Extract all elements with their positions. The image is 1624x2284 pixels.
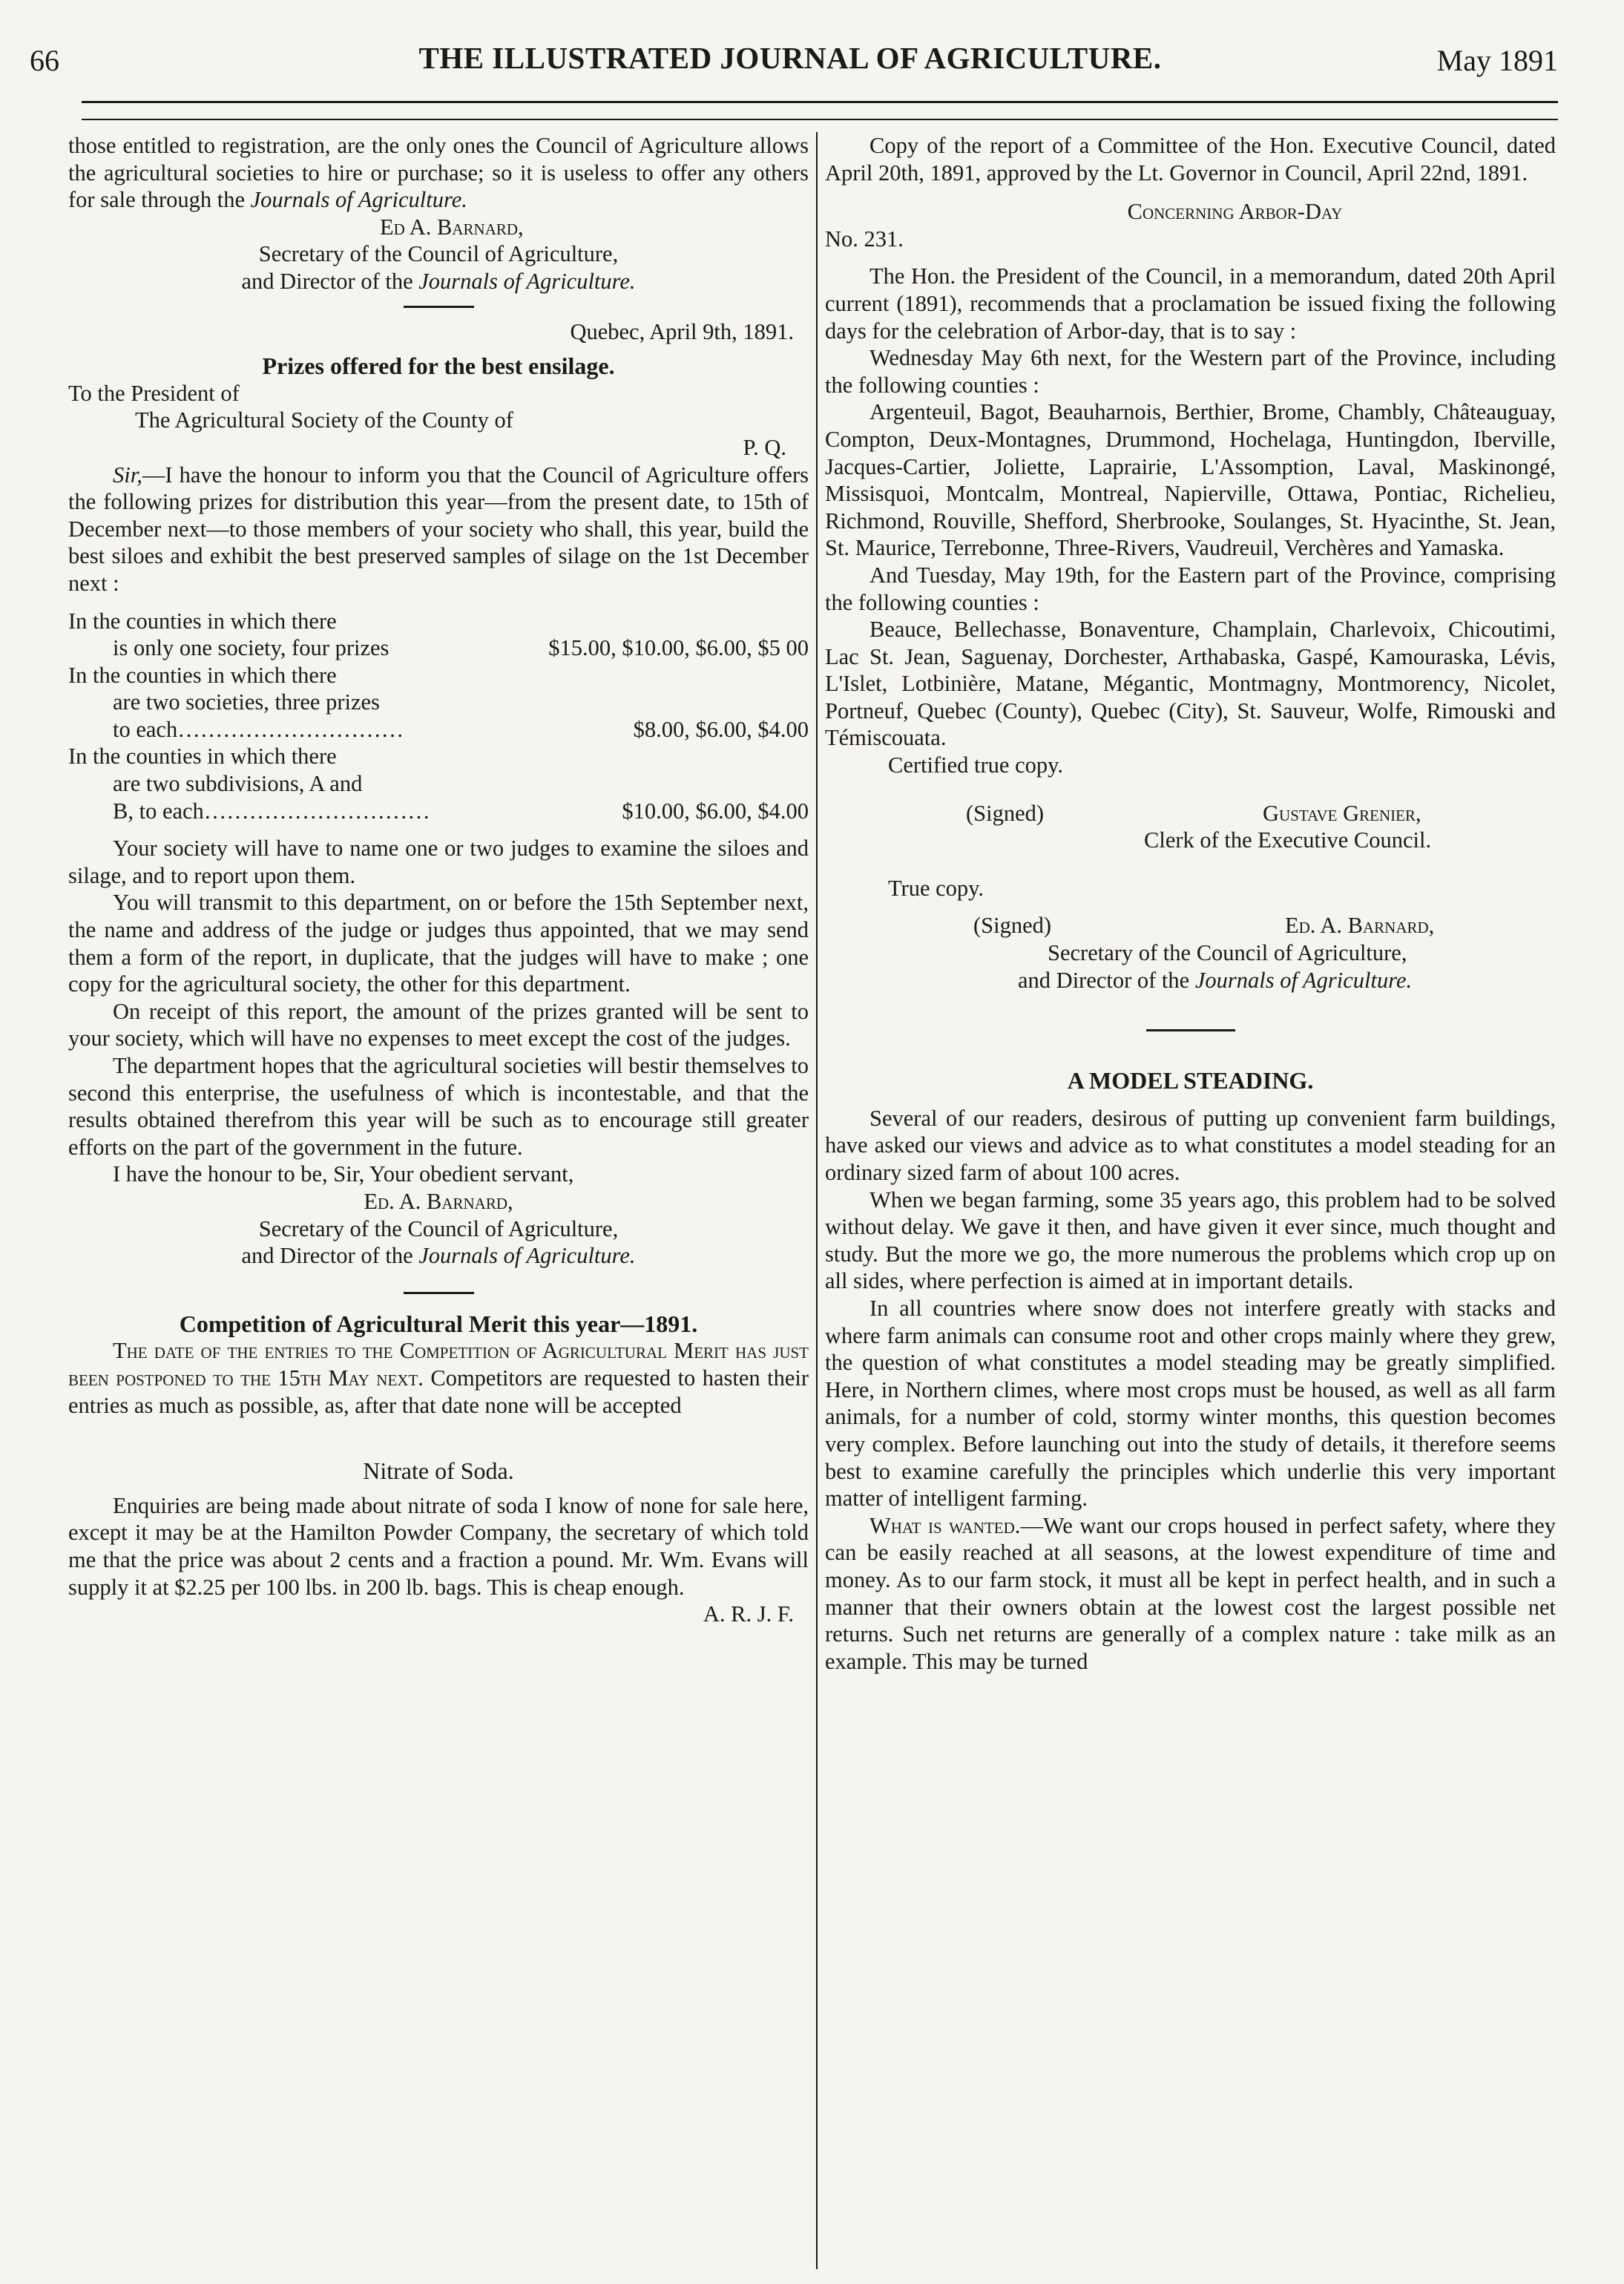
prize-row [68, 608, 809, 662]
prize-condition: In the counties in which there [68, 608, 337, 634]
nitrate-text: Enquiries are being made about nitrate of soda I know of none for sale here, except it may be at the Hamilton Powder Company, the secretary of which told me that the price was about 2 cents and a fraction a pound. Mr. Wm. Evans will supply it at $2.25 per 100 lbs. in 200 lb. bags. This is cheap enough. [68, 1492, 809, 1600]
signer-journals: Journals of Agriculture. [1194, 967, 1413, 993]
what-is-wanted: What is wanted. [869, 1512, 1021, 1538]
issue-date: May 1891 [1436, 44, 1558, 77]
certified-copy: Certified true copy. [888, 752, 1064, 778]
dateline: Quebec, April 9th, 1891. [570, 318, 794, 344]
letter-paragraph-5: The department hopes that the agricultural societies will bestir themselves to second this enterprise, the usefulness of which is incontestable, and that the results obtained therefrom this year will be such as to encourage still greater efforts on the part of the government in the future. [68, 1053, 809, 1160]
prize-condition-each: to each………………………… [113, 716, 404, 742]
address-line: To the President of [68, 380, 240, 406]
letter-paragraph-4: On receipt of this report, the amount of the prizes granted will be sent to your society, which will have no expenses to meet except the cost of the judges. [68, 998, 809, 1051]
signed-label: (Signed) [966, 800, 1045, 826]
address-province: P. Q. [743, 434, 786, 460]
prize-condition-each: B, to each………………………… [113, 798, 430, 824]
competition-notice: The date of the entries to the Competition of Agricultural Merit has just been postponed to the 15th May next. [68, 1338, 809, 1391]
steading-paragraph-4 [825, 1512, 1556, 1676]
prize-condition-detail: are two societies, three prizes [113, 689, 380, 715]
registration-paragraph [68, 132, 809, 214]
prize-row [68, 662, 809, 744]
competition-paragraph [68, 1337, 809, 1419]
steading-paragraph-1: Several of our readers, desirous of putting up convenient farm buildings, have asked our views and advice as to what constitutes a model steading for an ordinary sized farm of about 100 acres. [825, 1105, 1556, 1185]
prize-row [68, 743, 809, 824]
section-rule [1146, 1029, 1235, 1031]
prize-condition-detail: is only one society, four prizes [113, 635, 389, 661]
prize-condition: In the counties in which there [68, 744, 337, 769]
letter-paragraph-1-text: —I have the honour to inform you that the Council of Agriculture offers the following prizes for distribution this year—from the present date, to 15th of December next—to those members of your society who shall, this year, build the best siloes and exhibit the best preserved samples of silage on the 1st December next : [68, 462, 809, 596]
letter-paragraph-3: You will transmit to this department, on or before the 15th September next, the name and address of the judge or judges thus appointed, that we may send them a form of the report, in duplicate, that the judges will have to make ; one copy for the agricultural society, the other for this department. [68, 890, 809, 997]
letter-closing: I have the honour to be, Sir, Your obedient servant, [113, 1161, 574, 1187]
true-copy: True copy. [888, 875, 984, 901]
registration-text: those entitled to registration, are the only ones the Council of Agriculture allows the agricultural societies to hire or purchase; so it is useless to offer any others for sale through the [68, 133, 809, 213]
section-rule [404, 1292, 474, 1294]
prize-table [68, 608, 809, 825]
eastern-counties: Beauce, Bellechasse, Bonaventure, Champlain, Charlevoix, Chicoutimi, Lac St. Jean, Saguenay, Dorchester, Arthabaska, Gaspé, Kamouraska, Lévis, L'Islet, Lotbinière, Matane, Mégantic, Montmagny, Montmorency, Nicolet, Portneuf, Quebec (County), Quebec (City), St. Sauveur, Wolfe, Rimouski and Témiscouata. [825, 617, 1556, 751]
signature-director-line [68, 1242, 809, 1270]
signature-name: Ed A. Barnard, [380, 214, 524, 240]
order-number: No. 231. [825, 226, 904, 252]
signer-title: Clerk of the Executive Council. [1144, 827, 1432, 853]
prize-condition-detail: are two subdivisions, A and [113, 771, 363, 797]
signature-title: Secretary of the Council of Agriculture, [258, 241, 619, 267]
arbor-day-heading: Concerning Arbor-Day [1127, 199, 1343, 225]
column-divider [816, 132, 818, 2269]
signature-block [825, 800, 1556, 827]
signature-journals: Journals of Agriculture. [418, 1243, 636, 1269]
steading-paragraph-4-text: —We want our crops housed in perfect safety, where they can be easily reached at all seasons, at the lowest expenditure of time and money. As to our farm stock, it must all be kept in perfect health, and in such a manner that their owners obtain at the lowest cost the largest possible net returns. Such net returns are generally of a complex nature : take milk as an example. This may be turned [825, 1512, 1556, 1674]
signature-director-text: and Director of the [241, 1243, 413, 1269]
prize-condition: In the counties in which there [68, 662, 337, 688]
signer-title: Secretary of the Council of Agriculture, [1048, 940, 1407, 966]
signature-block [825, 912, 1556, 939]
journal-title: THE ILLUSTRATED JOURNAL OF AGRICULTURE. [418, 41, 1162, 75]
signature-journals: Journals of Agriculture. [418, 268, 636, 294]
letter-paragraph-1 [68, 462, 809, 597]
signed-label: (Signed) [973, 913, 1052, 939]
signature-name: Ed. A. Barnard, [364, 1188, 513, 1214]
steading-heading: A MODEL STEADING. [1067, 1067, 1314, 1095]
steading-paragraph-2: When we began farming, some 35 years ago, this problem had to be solved without delay. We gave it then, and have given it ever since, much thought and study. But the more we go, the more numerous the problems which crop up on all sides, where perfection is aimed at in important details. [825, 1187, 1556, 1294]
prize-amounts: $8.00, $6.00, $4.00 [633, 716, 809, 742]
nitrate-signature: A. R. J. F. [703, 1601, 794, 1627]
salutation: Sir, [113, 462, 142, 488]
prize-amounts: $15.00, $10.00, $6.00, $5 00 [548, 635, 809, 661]
letter-paragraph-2: Your society will have to name one or two judges to examine the siloes and silage, and to report upon them. [68, 836, 809, 888]
arbor-paragraph-2: Wednesday May 6th next, for the Western part of the Province, including the following counties : [825, 345, 1556, 398]
prize-amounts: $10.00, $6.00, $4.00 [622, 798, 809, 824]
address-society: The Agricultural Society of the County of [135, 407, 513, 433]
header-rule [82, 101, 1558, 103]
arbor-paragraph-1: The Hon. the President of the Council, in a memorandum, dated 20th April current (1891), recommends that a proclamation be issued fixing the following days for the celebration of Arbor-day, that is to say : [825, 263, 1556, 344]
journals-title: Journals of Agriculture. [250, 187, 467, 213]
signature-director-text: and Director of the [241, 268, 413, 294]
competition-heading: Competition of Agricultural Merit this year—1891. [179, 1310, 698, 1337]
nitrate-paragraph [68, 1492, 809, 1627]
signer-name: Gustave Grenier, [1263, 800, 1421, 826]
signer-director-text: and Director of the [1018, 967, 1190, 993]
page-header [22, 21, 1558, 102]
report-intro: Copy of the report of a Committee of the Hon. Executive Council, dated April 20th, 1891, approved by the Lt. Governor in Council, April 22nd, 1891. [825, 133, 1556, 186]
header-rule-lower [82, 119, 1558, 120]
steading-paragraph-3: In all countries where snow does not interfere greatly with stacks and where farm animals can consume root and other crops mainly where they grew, the question of what constitutes a model steading may be greatly simplified. Here, in Northern climes, where most crops must be housed, as well as all farm animals, for a number of cold, stormy winter months, this question becomes very complex. Before launching out into the study of details, it therefore seems best to examine carefully the principles which underlie this very important matter of intelligent farming. [825, 1295, 1556, 1512]
signer-name: Ed. A. Barnard, [1285, 913, 1435, 939]
competition-text: Competitors are requested to hasten their entries as much as possible, as, after that date none will be accepted [68, 1365, 809, 1418]
prizes-heading: Prizes offered for the best ensilage. [262, 352, 615, 380]
left-column [68, 132, 809, 1628]
nitrate-heading: Nitrate of Soda. [363, 1457, 514, 1485]
signature-title: Secretary of the Council of Agriculture, [258, 1215, 619, 1241]
right-column [825, 132, 1556, 1675]
arbor-paragraph-3: And Tuesday, May 19th, for the Eastern part of the Province, comprising the following counties : [825, 562, 1556, 615]
section-rule [404, 306, 474, 308]
signature-director-line [68, 268, 809, 295]
western-counties: Argenteuil, Bagot, Beauharnois, Berthier, Brome, Chambly, Châteauguay, Compton, Deux-Montagnes, Drummond, Hochelaga, Huntingdon, Iberville, Jacques-Cartier, Joliette, Laprairie, L'Assomption, Laval, Maskinongé, Missisquoi, Montcalm, Montreal, Napierville, Ottawa, Pontiac, Richelieu, Richmond, Rouville, Shefford, Sherbrooke, Soulanges, St. Hyacinthe, St. Jean, St. Maurice, Terrebonne, Three-Rivers, Vaudreuil, Verchères and Yamaska. [825, 399, 1556, 561]
page-number: 66 [30, 44, 59, 77]
signer-director-line [825, 967, 1556, 994]
